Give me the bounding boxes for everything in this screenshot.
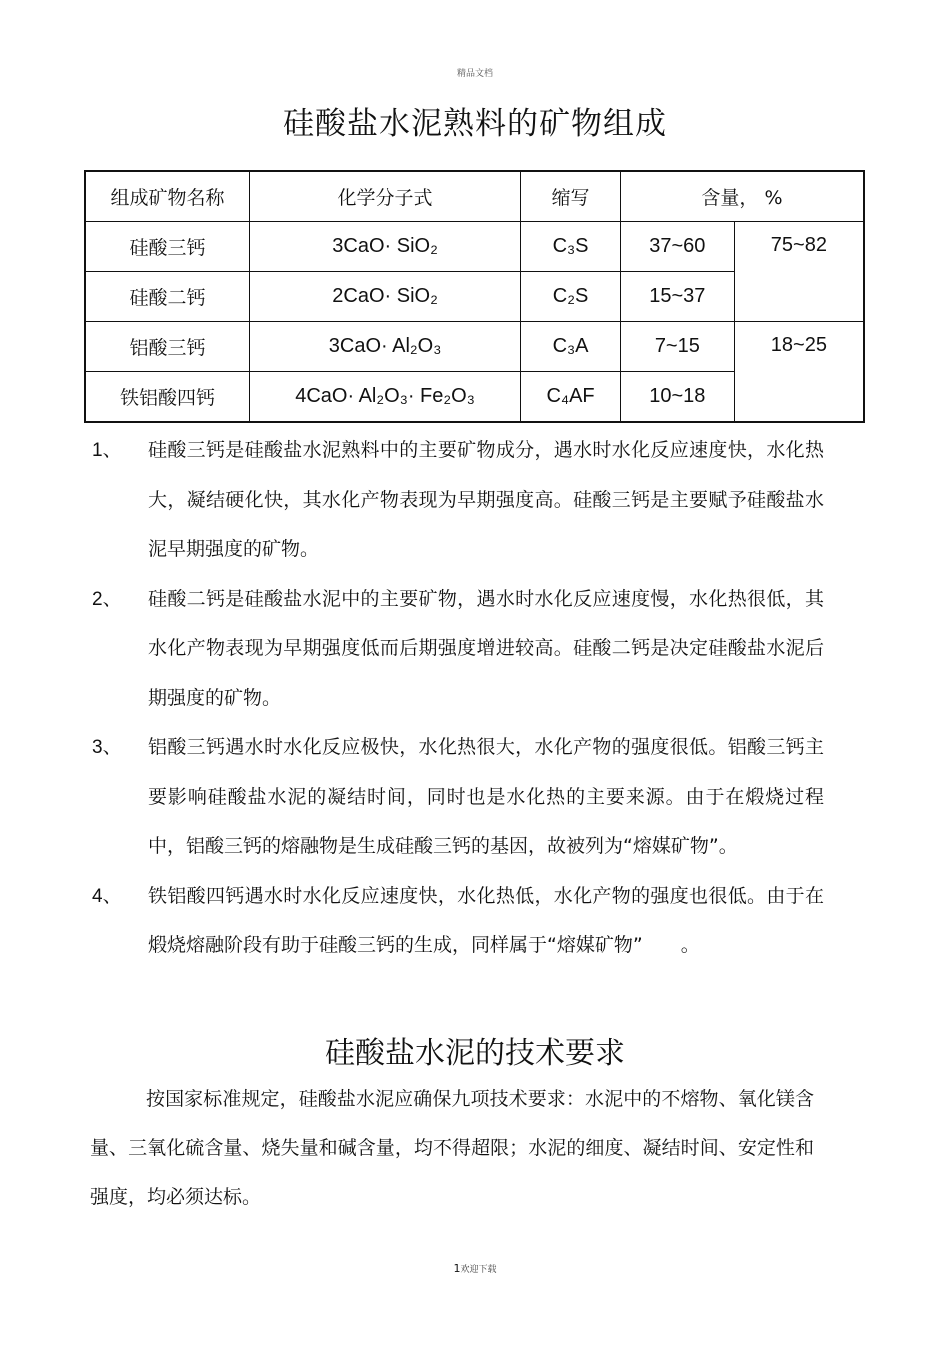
page-title: 硅酸盐水泥熟料的矿物组成: [283, 106, 667, 142]
list-item-index: 2、: [92, 588, 122, 610]
abbreviation: C₄AF: [521, 372, 621, 423]
list-item-text: 铝酸三钙遇水时水化反应极快，水化热很大，水化产物的强度很低。铝酸三钙主要影响硅酸盐水泥的凝结时间，同时也是水化热的主要来源。由于在煅烧过程中，铝酸三钙的熔融物是生成硅酸三钙的基因，故被列为“熔媒矿物”。: [148, 736, 824, 857]
list-item-text: 硅酸三钙是硅酸盐水泥熟料中的主要矿物成分，遇水时水化反应速度快，水化热大，凝结硬化快，其水化产物表现为早期强度高。硅酸三钙是主要赋予硅酸盐水泥早期强度的矿物。: [148, 439, 824, 560]
list-item: [0, 575, 950, 724]
abbreviation: C₃S: [521, 222, 621, 272]
list-item: [0, 723, 950, 872]
chemical-formula: 4CaO· Al₂O₃· Fe₂O₃: [249, 372, 520, 423]
mineral-name: 硅酸二钙: [85, 272, 249, 322]
list-item-index: 3、: [92, 737, 122, 758]
header-note: 精品文档: [456, 69, 493, 79]
mineral-notes-list: [0, 426, 950, 971]
list-item: [0, 426, 950, 575]
list-item-index: 1、: [92, 440, 122, 461]
content-range: 7~15: [620, 322, 734, 372]
abbreviation: C₃A: [521, 322, 621, 372]
mineral-name: 硅酸三钙: [85, 222, 249, 272]
list-item-text: 铁铝酸四钙遇水时水化反应速度快，水化热低，水化产物的强度也很低。由于在煅烧熔融阶段有助于硅酸三钙的生成，同样属于“熔媒矿物” 。: [148, 884, 824, 956]
abbreviation: C₂S: [521, 272, 621, 322]
header-cell: 化学分子式: [249, 171, 520, 222]
section-paragraph: 按国家标准规定，硅酸盐水泥应确保九项技术要求：水泥中的不熔物、氧化镁含量、三氧化硫含量、烧失量和碱含量，均不得超限；水泥的细度、凝结时间、安定性和强度，均必须达标。: [90, 1088, 814, 1208]
chemical-formula: 3CaO· Al₂O₃: [249, 322, 520, 372]
chemical-formula: 2CaO· SiO₂: [249, 272, 520, 322]
list-item: [0, 872, 950, 971]
header-cell: 组成矿物名称: [85, 171, 249, 222]
page-footer: [0, 1262, 950, 1275]
table-row: [85, 222, 864, 272]
table-row: [85, 322, 864, 372]
group-total: 18~25: [734, 322, 864, 423]
list-item-index: 4、: [92, 885, 122, 907]
content-range: 10~18: [620, 372, 734, 423]
chemical-formula: 3CaO· SiO₂: [249, 222, 520, 272]
mineral-name: 铝酸三钙: [85, 322, 249, 372]
table-header-row: [85, 171, 864, 222]
mineral-name: 铁铝酸四钙: [85, 372, 249, 423]
section-title: 硅酸盐水泥的技术要求: [325, 1036, 625, 1071]
page-number: 1: [453, 1262, 461, 1275]
content-range: 37~60: [620, 222, 734, 272]
group-total: 75~82: [734, 222, 864, 322]
list-item-text: 硅酸二钙是硅酸盐水泥中的主要矿物，遇水时水化反应速度慢，水化热很低，其水化产物表现为早期强度低而后期强度增进较高。硅酸二钙是决定硅酸盐水泥后期强度的矿物。: [148, 587, 824, 709]
header-cell: 含量， %: [620, 171, 864, 222]
footer-text: 欢迎下载: [460, 1265, 497, 1275]
header-cell: 缩写: [521, 171, 621, 222]
content-range: 15~37: [620, 272, 734, 322]
mineral-table: [84, 170, 865, 423]
